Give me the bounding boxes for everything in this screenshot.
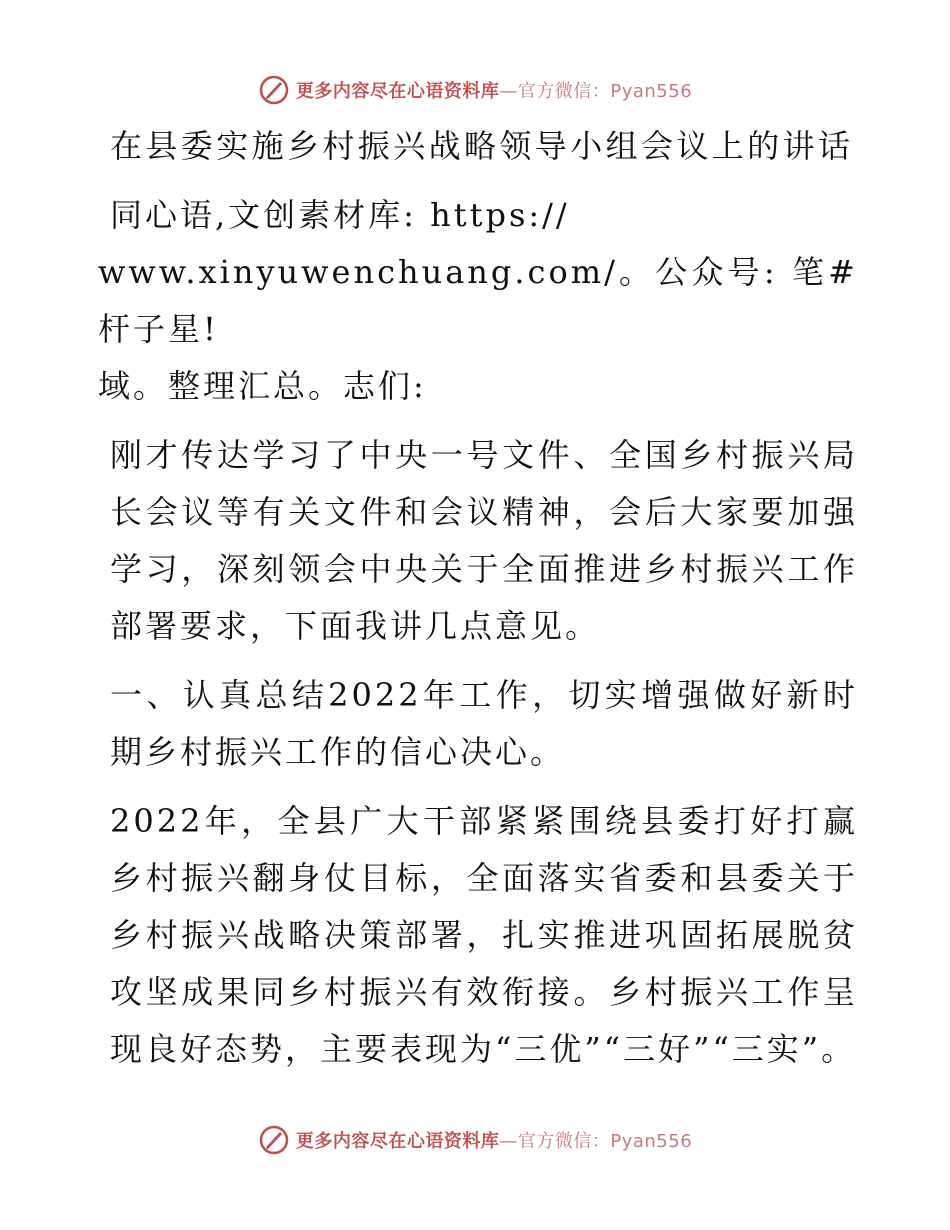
header-watermark-banner — [0, 70, 950, 110]
source-paragraph — [98, 187, 858, 415]
quill-circle-icon — [258, 1124, 290, 1156]
document-page — [98, 118, 858, 1090]
header-wechat-id: Pyan556 — [610, 81, 693, 102]
source-line-1: 同心语,文创素材库: https:// — [110, 196, 570, 234]
header-slogan — [296, 77, 692, 103]
footer-slogan-sep: —官方微信： — [499, 1131, 611, 1152]
body-paragraph-1: 刚才传达学习了中央一号文件、全国乡村振兴局长会议等有关文件和会议精神，会后大家要加强学习，深刻领会中央关于全面推进乡村振兴工作部署要求，下面我讲几点意见。 — [110, 436, 858, 645]
header-slogan-main: 更多内容尽在心语资料库 — [295, 81, 500, 102]
source-line-3: 域。整理汇总。志们: — [98, 367, 427, 405]
document-title: 在县委实施乡村振兴战略领导小组会议上的讲话 — [110, 127, 854, 165]
source-line-2: www.xinyuwenchuang.com/。公众号: 笔#杆子星! — [98, 253, 858, 348]
quill-circle-icon — [258, 74, 290, 106]
body-paragraph-2: 2022年，全县广大干部紧紧围绕县委打好打赢乡村振兴翻身仗目标，全面落实省委和县委关于乡村振兴战略决策部署，扎实推进巩固拓展脱贫攻坚成果同乡村振兴有效衔接。乡村振兴工作呈现良好态势，主要表现为“三优”“三好”“三实”。 — [110, 802, 858, 1068]
header-slogan-sep: —官方微信： — [499, 81, 611, 102]
footer-wechat-id: Pyan556 — [610, 1131, 693, 1152]
footer-slogan-main: 更多内容尽在心语资料库 — [295, 1131, 500, 1152]
section-heading-1: 一、认真总结2022年工作，切实增强做好新时期乡村振兴工作的信心决心。 — [110, 676, 858, 771]
footer-slogan — [296, 1127, 692, 1153]
footer-watermark-banner — [0, 1120, 950, 1160]
